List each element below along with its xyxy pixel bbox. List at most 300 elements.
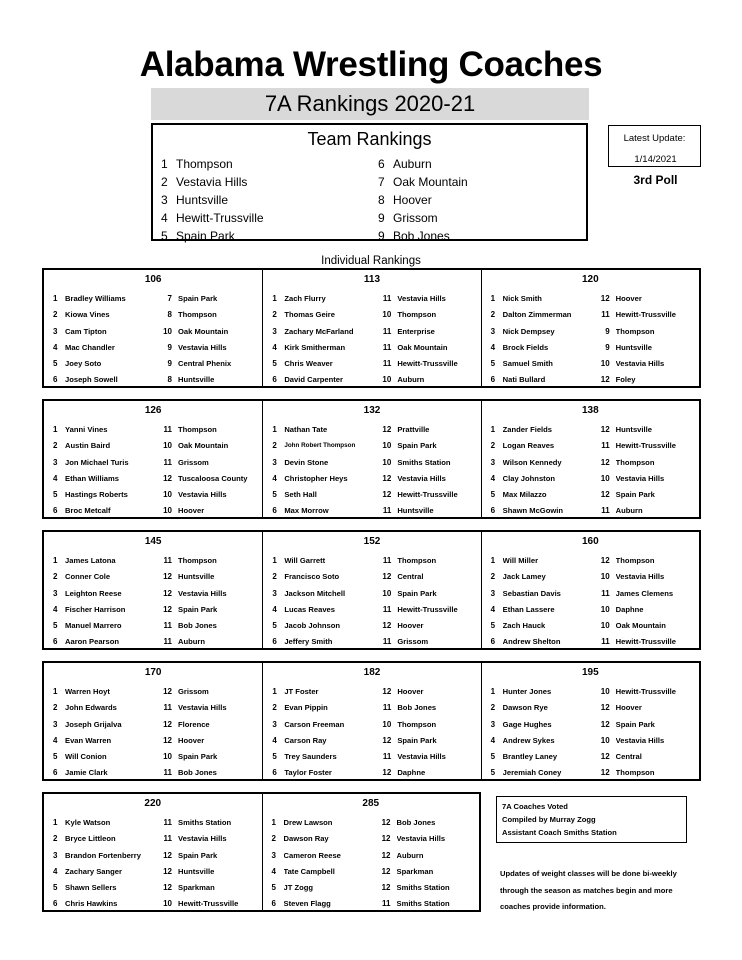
weight-class-label: 195 (581, 667, 599, 678)
wrestler-row (263, 618, 480, 634)
wrestler-school: Enterprise (397, 326, 435, 336)
wrestler-rank: 3 (53, 588, 58, 598)
wrestler-name: Joey Soto (65, 359, 102, 369)
wrestler-row (263, 340, 480, 356)
wrestler-row (482, 618, 699, 634)
wrestler-grade: 7 (167, 294, 172, 303)
wrestler-school: Huntsville (178, 572, 215, 582)
wrestler-rank: 5 (271, 883, 276, 893)
wrestler-grade: 11 (382, 899, 391, 909)
wrestler-grade: 12 (381, 834, 391, 844)
wrestler-grade: 11 (601, 588, 610, 598)
weight-class-row (42, 661, 701, 781)
wrestler-name: Nick Dempsey (502, 326, 555, 336)
wrestler-school: Hoover (178, 506, 205, 516)
wrestler-rank: 2 (53, 310, 58, 320)
wrestler-school: James Clemens (615, 588, 674, 598)
wrestler-school: Vestavia Hills (397, 752, 446, 762)
wrestler-rank: 5 (272, 752, 277, 762)
team-ranking-item (378, 173, 468, 191)
wrestler-name: Seth Hall (284, 490, 317, 500)
wrestler-grade: 10 (163, 441, 172, 451)
wrestler-school: Huntsville (615, 342, 652, 352)
wrestler-grade: 12 (382, 768, 392, 778)
wrestler-grade: 11 (601, 441, 610, 451)
wrestler-rank: 5 (490, 768, 496, 778)
wrestler-school: Central Phenix (178, 359, 232, 369)
wrestler-rank: 1 (271, 818, 276, 827)
wrestler-row (44, 634, 262, 650)
wrestler-grade: 12 (382, 687, 392, 696)
wrestler-rank: 3 (53, 719, 58, 729)
weight-class-label: 126 (144, 405, 162, 416)
wrestler-name: Cam Tipton (65, 326, 107, 336)
wrestler-name: Nick Smith (502, 294, 542, 303)
weight-class-label: 170 (144, 667, 162, 678)
wrestler-rank: 6 (53, 506, 58, 516)
wrestler-grade: 11 (382, 342, 392, 352)
wrestler-name: Jacob Johnson (284, 621, 341, 631)
wrestler-grade: 12 (163, 883, 172, 893)
wrestler-row (263, 307, 480, 323)
wrestler-school: Oak Mountain (178, 441, 229, 451)
wrestler-name: Kyle Watson (65, 818, 111, 827)
wrestler-school: Thompson (615, 457, 655, 467)
wrestler-row (44, 471, 262, 487)
wrestler-school: Bob Jones (396, 818, 436, 827)
wrestler-rank: 1 (490, 556, 496, 565)
wrestler-rank: 5 (272, 621, 277, 631)
wrestler-grade: 10 (382, 719, 392, 729)
wrestler-list (482, 291, 699, 389)
wrestler-name: Dawson Rye (502, 703, 548, 713)
wrestler-grade: 11 (163, 703, 172, 713)
wrestler-row (44, 438, 262, 454)
wrestler-name: David Carpenter (284, 375, 343, 385)
wrestler-row (263, 815, 480, 831)
team-ranking-item (378, 155, 468, 173)
wrestler-grade: 10 (382, 375, 392, 385)
wrestler-school: Auburn (615, 506, 643, 516)
wrestler-school: Oak Mountain (397, 342, 448, 352)
wrestler-rank: 2 (490, 572, 496, 582)
wrestler-school: Bob Jones (178, 768, 217, 778)
wrestler-rank: 5 (53, 883, 58, 893)
wrestler-school: Hewitt-Trussville (397, 490, 458, 500)
page-title: Alabama Wrestling Coaches (139, 45, 603, 84)
wrestler-grade: 11 (382, 637, 392, 647)
wrestler-name: Yanni Vines (65, 425, 108, 434)
wrestler-list (482, 684, 699, 782)
wrestler-rank: 6 (490, 506, 496, 516)
weight-class-label: 220 (144, 798, 162, 809)
wrestler-row (263, 634, 480, 650)
wrestler-rank: 6 (272, 375, 277, 385)
wrestler-name: Thomas Geire (284, 310, 335, 320)
wrestler-name: Kirk Smitherman (284, 342, 346, 352)
coaches-voted-label: 7A Coaches Voted (502, 802, 568, 811)
weight-class-label: 182 (363, 667, 381, 678)
wrestler-rank: 2 (271, 834, 276, 844)
wrestler-grade: 12 (382, 621, 392, 631)
wrestler-name: Bryce Littleon (65, 834, 116, 844)
wrestler-name: Max Morrow (284, 506, 329, 516)
wrestler-school: Thompson (397, 719, 437, 729)
wrestler-school: Hewitt-Trussville (178, 899, 239, 909)
wrestler-grade: 10 (163, 899, 172, 909)
team-name: Auburn (393, 157, 432, 171)
wrestler-row (482, 634, 699, 650)
wrestler-name: Zach Hauck (502, 621, 546, 631)
wrestler-name: John Robert Thompson (284, 442, 356, 450)
wrestler-grade: 12 (600, 556, 610, 565)
wrestler-rank: 2 (272, 703, 277, 713)
wrestler-school: Huntsville (397, 506, 434, 516)
wrestler-name: Leighton Reese (65, 588, 122, 598)
wrestler-name: Nathan Tate (284, 425, 328, 434)
team-rankings-title: Team Rankings (307, 129, 432, 149)
wrestler-row (44, 372, 262, 388)
wrestler-grade: 12 (600, 294, 610, 303)
wrestler-row (44, 618, 262, 634)
wrestler-row (263, 765, 480, 781)
wrestler-school: Smiths Station (396, 883, 450, 893)
wrestler-school: Hewitt-Trussville (615, 441, 677, 451)
team-rankings-list-left (161, 155, 264, 245)
wrestler-rank: 4 (272, 735, 277, 745)
wrestler-rank: 1 (272, 294, 277, 303)
wrestler-name: Broc Metcalf (65, 506, 111, 516)
wrestler-name: Shawn Sellers (65, 883, 117, 893)
wrestler-grade: 8 (167, 310, 172, 320)
team-name: Thompson (176, 157, 233, 171)
wrestler-grade: 10 (600, 621, 610, 631)
wrestler-row (263, 438, 480, 454)
wrestler-rank: 6 (272, 637, 277, 647)
wrestler-row (44, 602, 262, 618)
wrestler-row (44, 553, 262, 569)
wrestler-row (263, 356, 480, 372)
wrestler-school: Central (397, 572, 424, 582)
wrestler-school: Auburn (178, 637, 205, 647)
weight-class-label: 120 (581, 274, 599, 285)
wrestler-name: Trey Saunders (284, 752, 337, 762)
wrestler-school: Grissom (178, 457, 209, 467)
update-note-line: Updates of weight classes will be done bi-weekly (500, 869, 677, 878)
wrestler-row (263, 471, 480, 487)
weight-class-label: 285 (362, 798, 380, 809)
wrestler-grade: 12 (381, 818, 391, 827)
wrestler-grade: 10 (163, 506, 172, 516)
wrestler-name: Jackson Mitchell (284, 588, 346, 598)
wrestler-school: Thompson (178, 425, 217, 434)
coaches-info-box (496, 796, 687, 843)
rankings-subtitle: 7A Rankings 2020-21 (151, 88, 589, 120)
wrestler-rank: 5 (490, 621, 496, 631)
wrestler-grade: 9 (167, 342, 172, 352)
wrestler-name: James Latona (65, 556, 116, 565)
wrestler-rank: 6 (53, 768, 58, 778)
wrestler-grade: 12 (600, 490, 610, 500)
wrestler-row (44, 586, 262, 602)
wrestler-name: Evan Pippin (284, 703, 328, 713)
wrestler-grade: 11 (163, 834, 172, 844)
wrestler-row (44, 422, 262, 438)
wrestler-row (482, 372, 699, 388)
team-name: Oak Mountain (393, 175, 468, 189)
wrestler-row (44, 880, 262, 896)
wrestler-rank: 3 (490, 588, 496, 598)
wrestler-rank: 4 (53, 342, 58, 352)
wrestler-school: Oak Mountain (178, 326, 229, 336)
wrestler-row (44, 307, 262, 323)
weight-class-170 (44, 663, 262, 779)
wrestler-row (263, 324, 480, 340)
wrestler-grade: 11 (163, 637, 172, 647)
wrestler-row (482, 733, 699, 749)
wrestler-grade: 12 (382, 490, 392, 500)
wrestler-rank: 6 (490, 375, 496, 385)
wrestler-name: Will Miller (502, 556, 539, 565)
wrestler-name: Brandon Fortenberry (65, 850, 141, 860)
wrestler-row (44, 848, 262, 864)
wrestler-grade: 11 (601, 310, 610, 320)
wrestler-rank: 4 (272, 473, 277, 483)
wrestler-rank: 4 (272, 342, 277, 352)
wrestler-school: Huntsville (615, 425, 652, 434)
wrestler-school: Hoover (178, 735, 205, 745)
wrestler-row (44, 356, 262, 372)
team-rank: 8 (378, 193, 385, 207)
wrestler-list (44, 553, 262, 651)
wrestler-grade: 11 (601, 637, 610, 647)
wrestler-grade: 12 (163, 735, 172, 745)
team-name: Huntsville (176, 193, 229, 207)
wrestler-school: Auburn (396, 850, 424, 860)
wrestler-rank: 1 (53, 556, 58, 565)
weight-class-row (42, 530, 701, 650)
wrestler-rank: 2 (53, 441, 58, 451)
wrestler-name: Cameron Reese (283, 850, 341, 860)
wrestler-grade: 11 (163, 457, 172, 467)
wrestler-name: Shawn McGowin (502, 506, 563, 516)
latest-update-date: 1/14/2021 (634, 154, 677, 165)
wrestler-school: Grissom (397, 637, 429, 647)
wrestler-grade: 8 (167, 375, 172, 385)
wrestler-rank: 2 (490, 703, 496, 713)
wrestler-grade: 12 (600, 375, 610, 385)
wrestler-school: Hoover (615, 294, 642, 303)
wrestler-name: Drew Lawson (283, 818, 333, 827)
wrestler-row (482, 553, 699, 569)
weight-class-row (42, 268, 701, 388)
wrestler-row (44, 896, 262, 912)
wrestler-rank: 5 (272, 359, 277, 369)
wrestler-rank: 5 (490, 359, 496, 369)
wrestler-rank: 5 (490, 490, 496, 500)
wrestler-row (263, 372, 480, 388)
wrestler-row (263, 896, 480, 912)
wrestler-row (482, 324, 699, 340)
wrestler-school: Hewitt-Trussville (615, 310, 677, 320)
wrestler-name: Jack Lamey (502, 572, 546, 582)
wrestler-rank: 3 (271, 850, 276, 860)
weight-class-152 (262, 532, 480, 648)
weight-class-label: 145 (144, 536, 162, 547)
wrestler-grade: 12 (381, 850, 391, 860)
wrestler-name: Warren Hoyt (65, 687, 110, 696)
team-rankings-box (151, 123, 588, 241)
weight-class-182 (262, 663, 480, 779)
weight-class-160 (481, 532, 699, 648)
team-ranking-item (161, 209, 264, 227)
wrestler-row (263, 848, 480, 864)
compiler-title-label: Assistant Coach Smiths Station (502, 828, 617, 837)
wrestler-row (263, 864, 480, 880)
wrestler-grade: 11 (163, 768, 172, 778)
wrestler-name: Joseph Sowell (65, 375, 118, 385)
team-ranking-item (161, 191, 264, 209)
wrestler-name: Gage Hughes (502, 719, 552, 729)
wrestler-rank: 2 (53, 834, 58, 844)
wrestler-name: Kiowa Vines (65, 310, 110, 320)
wrestler-grade: 12 (163, 604, 172, 614)
wrestler-name: Dalton Zimmerman (502, 310, 572, 320)
wrestler-grade: 11 (382, 359, 392, 369)
wrestler-row (263, 831, 480, 847)
wrestler-list (482, 553, 699, 651)
wrestler-school: Central (615, 752, 642, 762)
wrestler-name: Devin Stone (284, 457, 329, 467)
weight-class-row (42, 399, 701, 519)
wrestler-name: Wilson Kennedy (502, 457, 562, 467)
wrestler-rank: 5 (53, 752, 58, 762)
wrestler-grade: 11 (382, 294, 392, 303)
wrestler-rank: 3 (272, 326, 277, 336)
team-ranking-item (161, 173, 264, 191)
wrestler-rank: 4 (490, 735, 496, 745)
wrestler-school: Spain Park (178, 850, 218, 860)
wrestler-rank: 3 (272, 457, 277, 467)
wrestler-grade: 10 (382, 588, 392, 598)
wrestler-school: Thompson (615, 326, 655, 336)
wrestler-school: Daphne (397, 768, 426, 778)
wrestler-row (263, 291, 480, 307)
weight-class-138 (481, 401, 699, 517)
wrestler-school: Huntsville (178, 866, 215, 876)
wrestler-rank: 1 (272, 556, 277, 565)
wrestler-row (482, 602, 699, 618)
wrestler-row (44, 831, 262, 847)
wrestler-school: Auburn (397, 375, 425, 385)
wrestler-grade: 11 (382, 506, 392, 516)
update-note-line: through the season as matches begin and more (500, 885, 673, 895)
wrestler-school: Vestavia Hills (397, 473, 446, 483)
wrestler-school: Thompson (397, 556, 437, 565)
wrestler-name: Samuel Smith (502, 359, 553, 369)
wrestler-row (44, 291, 262, 307)
wrestler-list (263, 422, 480, 520)
wrestler-name: Zach Flurry (284, 294, 326, 303)
wrestler-rank: 6 (271, 899, 276, 909)
wrestler-grade: 12 (163, 473, 172, 483)
wrestler-name: Carson Freeman (284, 719, 345, 729)
wrestler-name: Jon Michael Turis (65, 457, 129, 467)
wrestler-grade: 11 (163, 621, 172, 631)
wrestler-rank: 4 (490, 342, 496, 352)
weight-class-106 (44, 270, 262, 386)
wrestler-row (482, 471, 699, 487)
wrestler-rank: 4 (272, 604, 277, 614)
weight-class-label: 132 (363, 405, 381, 416)
wrestler-school: Smiths Station (397, 457, 451, 467)
wrestler-school: Bob Jones (397, 703, 437, 713)
wrestler-rank: 6 (53, 375, 58, 385)
wrestler-rank: 1 (53, 294, 58, 303)
wrestler-name: Hunter Jones (502, 687, 552, 696)
wrestler-school: Vestavia Hills (178, 834, 227, 844)
team-rank: 4 (161, 211, 168, 225)
wrestler-rank: 3 (53, 850, 58, 860)
wrestler-school: Thompson (615, 768, 655, 778)
compiled-by-label: Compiled by Murray Zogg (502, 815, 596, 824)
wrestler-grade: 12 (600, 425, 610, 434)
wrestler-name: Jamie Clark (65, 768, 108, 778)
wrestler-grade: 12 (382, 473, 392, 483)
wrestler-rank: 1 (272, 425, 277, 434)
wrestler-grade: 10 (163, 326, 172, 336)
team-rank: 7 (378, 175, 385, 189)
wrestler-row (482, 684, 699, 700)
wrestler-row (482, 438, 699, 454)
wrestler-row (482, 749, 699, 765)
wrestler-name: Aaron Pearson (65, 637, 120, 647)
wrestler-name: Austin Baird (65, 441, 111, 451)
wrestler-school: Grissom (178, 687, 209, 696)
wrestler-school: Sparkman (396, 866, 434, 876)
wrestler-grade: 10 (163, 752, 172, 762)
weight-class-120 (481, 270, 699, 386)
wrestler-grade: 10 (600, 572, 610, 582)
wrestler-school: Thompson (615, 556, 655, 565)
wrestler-rank: 1 (490, 687, 496, 696)
wrestler-name: Max Milazzo (502, 490, 547, 500)
team-rank: 5 (161, 229, 168, 243)
wrestler-school: Hoover (397, 621, 424, 631)
wrestler-school: Vestavia Hills (396, 834, 446, 844)
wrestler-row (263, 700, 480, 716)
wrestler-rank: 6 (272, 768, 277, 778)
wrestler-name: Manuel Marrero (65, 621, 122, 631)
wrestler-school: Hewitt-Trussville (615, 687, 677, 696)
wrestler-grade: 10 (600, 604, 610, 614)
team-name: Hoover (393, 193, 432, 207)
wrestler-grade: 12 (163, 719, 172, 729)
wrestler-school: Spain Park (178, 752, 218, 762)
team-ranking-item (378, 227, 468, 245)
weight-class-label: 138 (581, 405, 599, 416)
wrestler-row (263, 684, 480, 700)
wrestler-grade: 10 (600, 687, 610, 696)
wrestler-rank: 1 (490, 294, 496, 303)
wrestler-row (263, 749, 480, 765)
wrestler-row (44, 815, 262, 831)
wrestler-rank: 3 (272, 588, 277, 598)
team-rank: 9 (378, 211, 385, 225)
wrestler-school: Oak Mountain (615, 621, 666, 631)
wrestler-school: Bob Jones (178, 621, 217, 631)
wrestler-row (44, 700, 262, 716)
